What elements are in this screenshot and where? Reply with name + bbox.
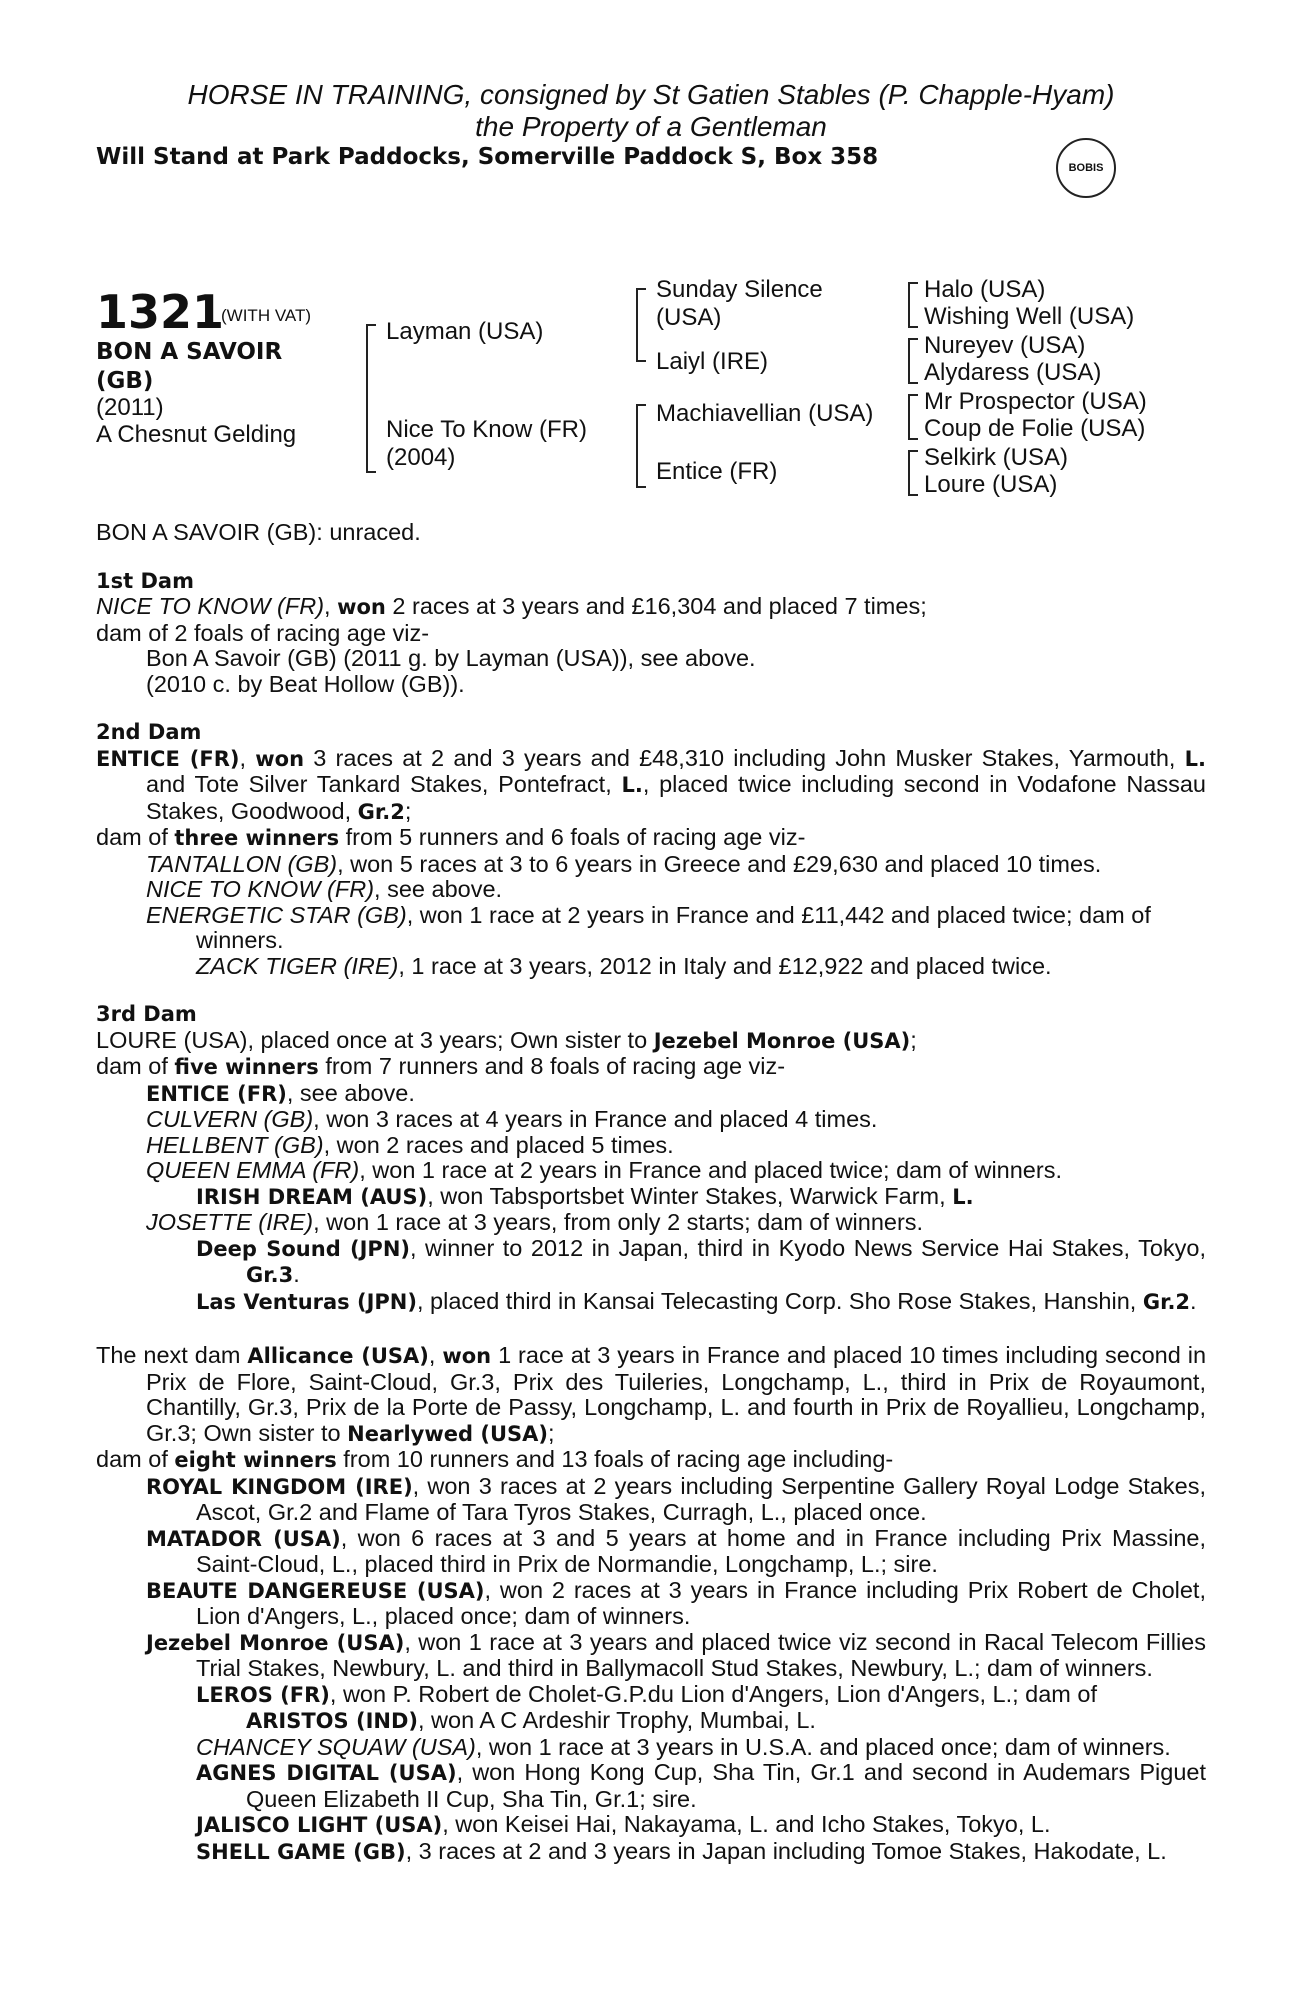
offspring-name: ARISTOS (IND) (246, 1709, 418, 1733)
group-label: Gr.2 (357, 799, 405, 824)
offspring-record: , 1 race at 3 years, 2012 in Italy and £12,922 and placed twice. (398, 952, 1052, 979)
listed-label: L. (621, 773, 643, 797)
dam-record: 2 races at 3 years and £16,304 and placed 7 times; (392, 593, 927, 619)
offspring-record: , won 1 race at 2 years in France and placed twice; dam of winners. (359, 1157, 1062, 1183)
dam-record: LOURE (USA), placed once at 3 years; Own sister to (96, 1026, 648, 1053)
third-dam-section: 3rd Dam LOURE (USA), placed once at 3 years; Own sister to Jezebel Monroe (USA); dam of five winners from 7 runners and 8 foals of racing age viz- ENTICE (FR), see above. CULVERN (GB), won 3 races at 4 years in France and placed 4 times. HELLBENT (GB), won 2 races and placed 5 times. QUEEN EMMA (FR), won 1 race at 2 years in France and placed twice; dam of winners. IRISH DREAM (AUS), won Tabsportsbet Winter Stakes, Warwick Farm, L. JOSETTE (IRE), won 1 race at 3 years, from only 2 starts; dam of winners. Deep Sound (JPN), winner to 2012 in Japan, third in Kyodo News Service Hai Stakes, Tokyo, Gr.3. Las Venturas (JPN), placed third in Kansai Telecasting Corp. Sho Rose Stakes, Hanshin, Gr.2. (96, 1002, 1207, 1314)
sire-sire: Sunday Silence (USA) (656, 276, 823, 331)
offspring-name: ZACK TIGER (IRE) (196, 952, 399, 979)
offspring-record: , 3 races at 2 and 3 years in Japan including Tomoe Stakes, Hakodate, L. (405, 1837, 1167, 1864)
next-dam-section: The next dam Allicance (USA), won 1 race at 3 years in France and placed 10 times including second in Prix de Flore, Saint-Cloud, Gr.3, Prix des Tuileries, Longchamp, L., third in Prix de Royaumont, Chantilly, Gr.3, Prix de la Porte de Passy, Longchamp, L. and fourth in Prix de Royallieu, Longchamp, Gr.3; Own sister to Nearlywed (USA); dam of eight winners from 10 runners and 13 foals of racing age including- ROYAL KINGDOM (IRE), won 3 races at 2 years including Serpentine Gallery Royal Lodge Stakes, Ascot, Gr.2 and Flame of Tara Tyros Stakes, Curragh, L., placed once. MATADOR (USA), won 6 races at 3 and 5 years at home and in France including Prix Massine, Saint-Cloud, L., placed third in Prix de Normandie, Longchamp, L.; sire. BEAUTE DANGEREUSE (USA), won 2 races at 3 years in France including Prix Robert de Cholet, Lion d'Angers, L., placed once; dam of winners. Jezebel Monroe (USA), won 1 race at 3 years and placed twice viz second in Racal Telecom Fillies Trial Stakes, Newbury, L. and third in Ballymacoll Stud Stakes, Newbury, L.; dam of winners. LEROS (FR), won P. Robert de Cholet-G.P.du Lion d'Angers, Lion d'Angers, L.; dam of ARISTOS (IND), won A C Ardeshir Trophy, Mumbai, L. CHANCEY SQUAW (USA), won 1 race at 3 years in U.S.A. and placed once; dam of winners. AGNES DIGITAL (USA), won Hong Kong Cup, Sha Tin, Gr.1 and second in Audemars Piguet Queen Elizabeth II Cup, Sha Tin, Gr.1; sire. JALISCO LIGHT (USA), won Keisei Hai, Nakayama, L. and Icho Stakes, Tokyo, L. SHELL GAME (GB), 3 races at 2 and 3 years in Japan including Tomoe Stakes, Hakodate, L. (96, 1342, 1207, 1864)
offspring-name: NICE TO KNOW (FR) (146, 876, 375, 902)
offspring-name: ENTICE (FR) (146, 1081, 287, 1106)
offspring-record: , won 1 race at 3 years in U.S.A. and placed once; dam of winners. (475, 1733, 1171, 1760)
ancestor: Loure (USA) (924, 471, 1058, 498)
offspring-record: , placed third in Kansai Telecasting Corp. Sho Rose Stakes, Hanshin, (416, 1287, 1137, 1314)
second-dam-section: 2nd Dam ENTICE (FR), won 3 races at 2 and 3 years and £48,310 including John Musker Stakes, Yarmouth, L. and Tote Silver Tankard Stakes, Pontefract, L., placed twice including second in Vodafone Nassau Stakes, Goodwood, Gr.2; dam of three winners from 5 runners and 6 foals of racing age viz- TANTALLON (GB), won 5 races at 3 to 6 years in Greece and £29,630 and placed 10 times. NICE TO KNOW (FR), see above. ENERGETIC STAR (GB), won 1 race at 2 years in France and £11,442 and placed twice; dam of winners. ZACK TIGER (IRE), 1 race at 3 years, 2012 in Italy and £12,922 and placed twice. (96, 720, 1207, 979)
sire: Layman (USA) (386, 318, 544, 345)
offspring-name: ENERGETIC STAR (GB) (146, 901, 407, 928)
offspring-name: JOSETTE (IRE) (146, 1209, 314, 1235)
pedigree-brace (908, 282, 918, 328)
offspring-record: , won 2 races and placed 5 times. (323, 1131, 674, 1158)
foal-entry: (2010 c. by Beat Hollow (GB)). (146, 670, 465, 697)
offspring-record: , won 3 races at 4 years in France and placed 4 times. (313, 1106, 878, 1132)
consignment-title: HORSE IN TRAINING, consigned by St Gatien Stables (P. Chapple-Hyam) (187, 79, 1115, 110)
offspring-name: Las Venturas (JPN) (196, 1289, 417, 1314)
record-text: , placed twice including second in Vodafone Nassau Stakes, Goodwood, (146, 771, 1206, 824)
ancestor: Mr Prospector (USA) (924, 388, 1147, 415)
bobis-logo: BOBIS (1056, 138, 1116, 198)
ancestor: Selkirk (USA) (924, 444, 1069, 471)
horse-year: (2011) (96, 394, 164, 421)
offspring-record: , won 5 races at 3 to 6 years in Greece and £29,630 and placed 10 times. (337, 850, 1102, 877)
won-label: won (442, 1344, 492, 1368)
offspring-name: CULVERN (GB) (146, 1106, 314, 1132)
offspring-record: , see above. (374, 876, 503, 902)
dam-sire: Machiavellian (USA) (656, 400, 874, 427)
offspring-record: , won Hong Kong Cup, Sha Tin, Gr.1 and second in Audemars Piguet Queen Elizabeth II Cup, Sha Tin, Gr.1; sire. (246, 1759, 1206, 1812)
vat-label: (WITH VAT) (221, 306, 312, 325)
catalogue-body (96, 520, 1206, 1865)
listed-label: L. (1184, 746, 1207, 771)
offspring-record: , won 1 race at 3 years, from only 2 starts; dam of winners. (313, 1209, 924, 1235)
dam-of-text: from 7 runners and 8 foals of racing age viz- (325, 1053, 786, 1079)
dam-dam: Entice (FR) (656, 458, 778, 485)
offspring-name: JALISCO LIGHT (USA) (196, 1813, 443, 1837)
offspring-name: TANTALLON (GB) (146, 850, 338, 877)
offspring-record: , won 3 races at 2 years including Serpentine Gallery Royal Lodge Stakes, Ascot, Gr.2 and Flame of Tara Tyros Stakes, Curragh, L., placed once. (196, 1472, 1206, 1525)
ancestor: Halo (USA) (924, 276, 1046, 303)
next-dam-prefix: The next dam (96, 1342, 241, 1368)
offspring-name: BEAUTE DANGEREUSE (USA) (146, 1578, 485, 1603)
pedigree-brace (908, 394, 918, 440)
stand-location: Will Stand at Park Paddocks, Somerville Paddock S, Box 358 (96, 144, 879, 170)
section-heading: 1st Dam (96, 568, 194, 593)
offspring-name: SHELL GAME (GB) (196, 1839, 406, 1864)
offspring-name: Jezebel Monroe (USA) (146, 1630, 405, 1655)
dam-name: Allicance (USA) (247, 1344, 429, 1368)
offspring-name: MATADOR (USA) (146, 1526, 341, 1551)
offspring-name: HELLBENT (GB) (146, 1131, 324, 1158)
pedigree-brace (908, 450, 918, 496)
offspring-record: , won 2 races at 3 years in France including Prix Robert de Cholet, Lion d'Angers, L., placed once; dam of winners. (196, 1576, 1206, 1629)
dam-name: ENTICE (FR) (96, 746, 240, 771)
winners-count: three winners (174, 826, 340, 850)
offspring-name: AGNES DIGITAL (USA) (196, 1761, 457, 1785)
won-label: won (255, 746, 305, 771)
group-label: Gr.2 (1142, 1289, 1191, 1314)
offspring-record: , won P. Robert de Cholet-G.P.du Lion d'Angers, Lion d'Angers, L.; dam of (329, 1680, 1098, 1707)
sister-name: Nearlywed (USA) (347, 1421, 548, 1446)
offspring-record: , see above. (286, 1079, 415, 1106)
dam-of-text: from 5 runners and 6 foals of racing age viz- (345, 824, 806, 850)
section-heading: 3rd Dam (96, 1002, 197, 1026)
offspring-name: ROYAL KINGDOM (IRE) (146, 1474, 413, 1499)
offspring-name: CHANCEY SQUAW (USA) (196, 1733, 476, 1760)
offspring-name: Deep Sound (JPN) (196, 1236, 410, 1261)
offspring-name: LEROS (FR) (196, 1682, 330, 1707)
property-line: the Property of a Gentleman (475, 111, 827, 142)
winners-count: five winners (174, 1055, 319, 1079)
ancestor: Coup de Folie (USA) (924, 415, 1146, 442)
lot-number: 1321 (96, 285, 225, 339)
dam-of-line: dam of 2 foals of racing age viz- (96, 619, 430, 646)
offspring-record: , won 6 races at 3 and 5 years at home and in France including Prix Massine, Saint-Cloud, L., placed third in Prix de Normandie, Longchamp, L.; sire. (196, 1524, 1206, 1577)
pedigree-brace (636, 404, 646, 488)
offspring-record: , won Keisei Hai, Nakayama, L. and Icho Stakes, Tokyo, L. (442, 1811, 1051, 1837)
offspring-name: QUEEN EMMA (FR) (146, 1157, 360, 1183)
winners-count: eight winners (174, 1448, 337, 1472)
dam-year: (2004) (386, 444, 456, 471)
catalogue-page (96, 78, 1207, 1864)
offspring-record: , won Tabsportsbet Winter Stakes, Warwick Farm, (427, 1182, 946, 1209)
offspring-record: , won A C Ardeshir Trophy, Mumbai, L. (418, 1707, 816, 1733)
offspring-name: IRISH DREAM (AUS) (196, 1184, 428, 1209)
record-text: and Tote Silver Tankard Stakes, Pontefract, (146, 771, 612, 797)
dam: Nice To Know (FR) (386, 416, 587, 443)
horse-name: BON A SAVOIR (GB) (96, 339, 283, 394)
offspring-record: , won 1 race at 3 years and placed twice viz second in Racal Telecom Fillies Trial Stakes, Newbury, L. and third in Ballymacoll Stud Stakes, Newbury, L.; dam of winners. (196, 1628, 1206, 1681)
ancestor: Nureyev (USA) (924, 332, 1086, 359)
section-heading: 2nd Dam (96, 720, 202, 744)
pedigree-brace (908, 338, 918, 384)
pedigree-block (96, 276, 1206, 516)
sister-name: Jezebel Monroe (USA) (653, 1028, 911, 1053)
record-text: 3 races at 2 and 3 years and £48,310 including John Musker Stakes, Yarmouth, (313, 744, 1176, 771)
dam-of-text: dam of (96, 1446, 168, 1472)
group-label: Gr.3 (246, 1263, 294, 1287)
sire-dam: Laiyl (IRE) (656, 348, 769, 375)
dam-record: 1 race at 3 years in France and placed 10 times including second in Prix de Flore, Saint-Cloud, Gr.3, Prix des Tuileries, Longchamp, L., third in Prix de Royaumont, Chantilly, Gr.3, Prix de la Porte de Passy, Longchamp, L. and fourth in Prix de Royallieu, Longchamp, Gr.3; Own sister to (146, 1342, 1207, 1446)
offspring-record: , won 1 race at 2 years in France and £11,442 and placed twice; dam of winners. (196, 901, 1151, 953)
dam-of-text: dam of (96, 1053, 168, 1079)
won-label: won (337, 595, 386, 619)
pedigree-brace (636, 288, 646, 362)
race-record: BON A SAVOIR (GB): unraced. (96, 519, 421, 545)
ancestor: Alydaress (USA) (924, 359, 1102, 386)
dam-of-text: dam of (96, 824, 168, 850)
foal-entry: Bon A Savoir (GB) (2011 g. by Layman (USA)), see above. (146, 645, 756, 671)
dam-of-text: from 10 runners and 13 foals of racing age including- (343, 1446, 894, 1472)
first-dam-section: 1st Dam NICE TO KNOW (FR), won 2 races at 3 years and £16,304 and placed 7 times; dam of 2 foals of racing age viz- Bon A Savoir (GB) (2011 g. by Layman (USA)), see above. (2010 c. by Beat Hollow (GB)). (96, 568, 1206, 698)
offspring-record: , winner to 2012 in Japan, third in Kyodo News Service Hai Stakes, Tokyo, (410, 1234, 1207, 1261)
dam-name: NICE TO KNOW (FR) (96, 593, 325, 619)
pedigree-brace (366, 324, 376, 473)
horse-description: A Chesnut Gelding (96, 421, 297, 448)
ancestor: Wishing Well (USA) (924, 303, 1135, 330)
